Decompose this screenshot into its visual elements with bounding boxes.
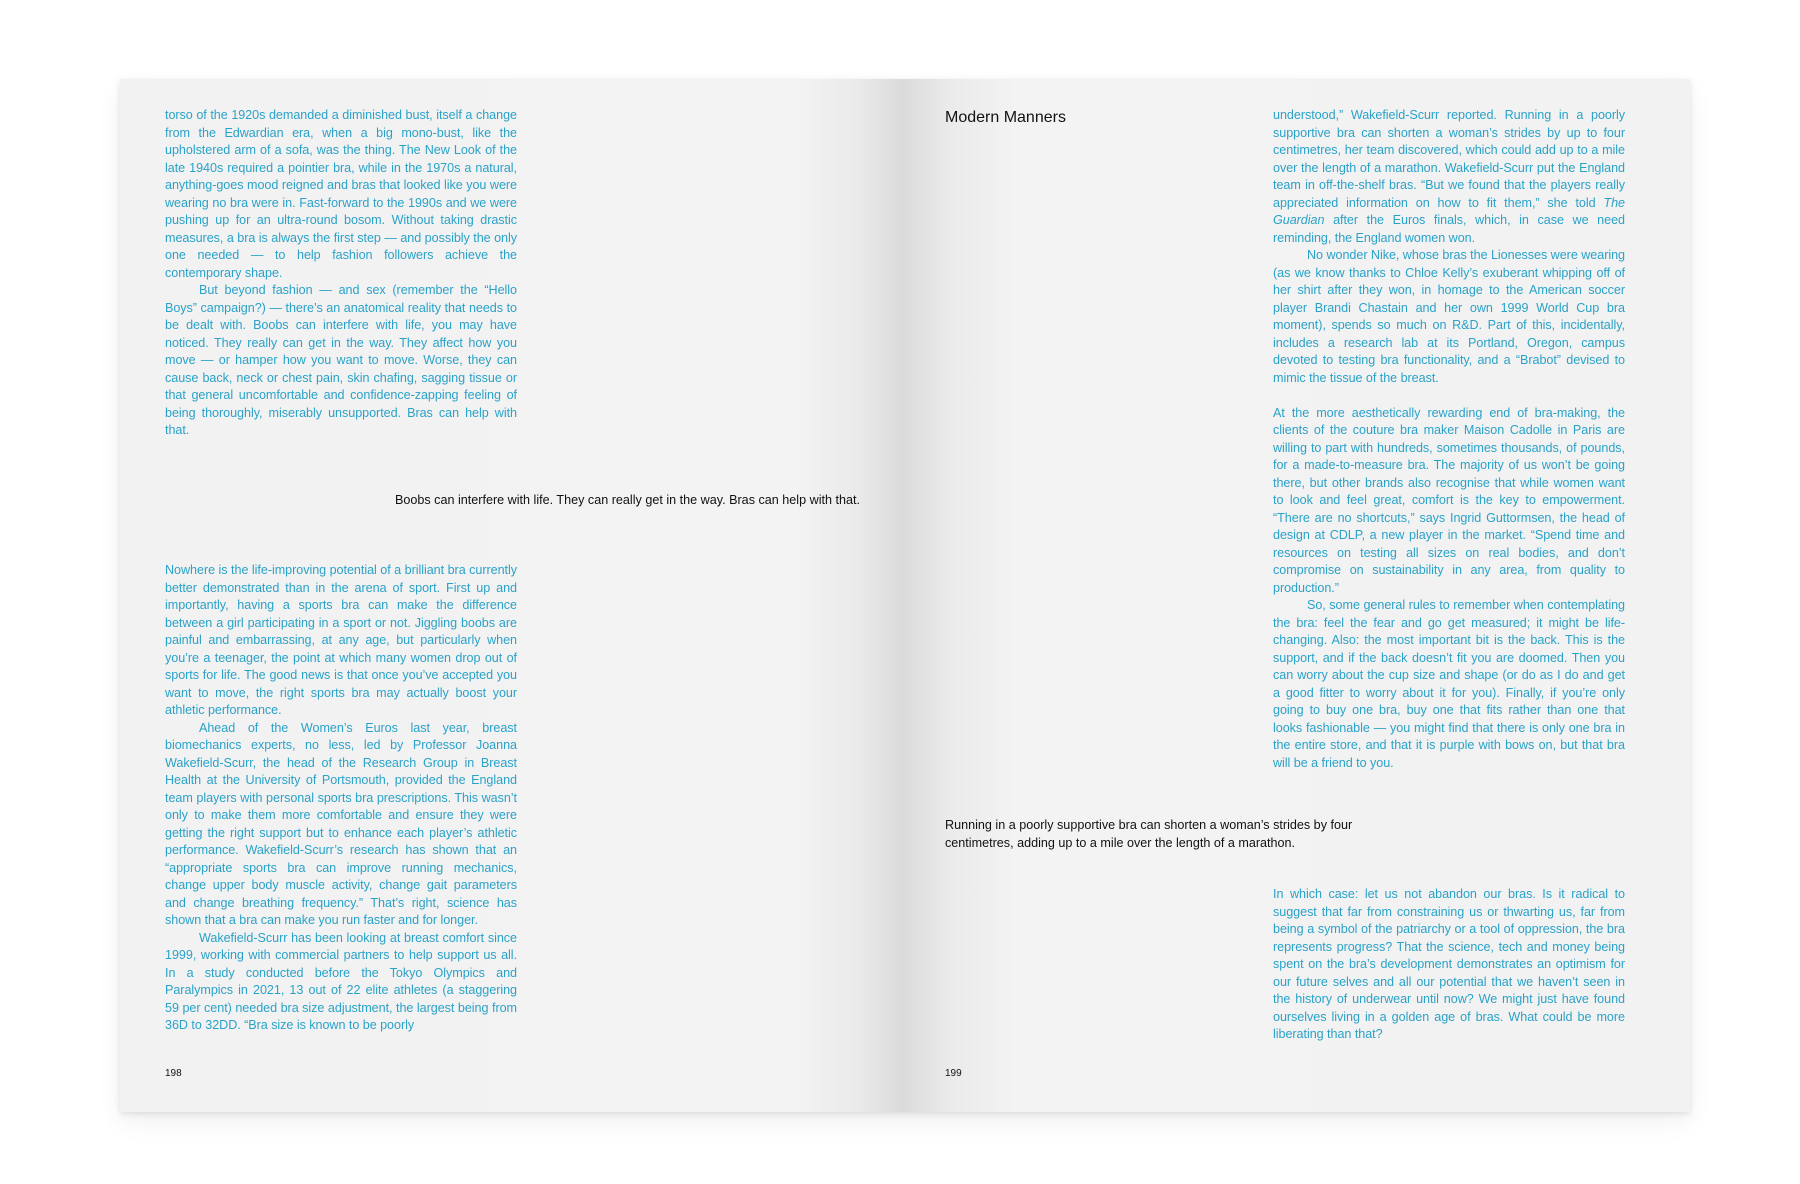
right-column-top	[1273, 107, 1625, 772]
paragraph: At the more aesthetically rewarding end of bra-making, the clients of the couture bra maker Maison Cadolle in Paris are willing to part with hundreds, sometimes thousands, of pounds, for a made-to-measure bra. The majority of us won’t be going there, but other brands also recognise that while women want to look and feel great, comfort is the key to empowerment. “There are no shortcuts,” says Ingrid Guttormsen, the head of design at CDLP, a new player in the market. “Spend time and resources on testing all sizes on real bodies, and don’t compromise on sustainability in any area, from quality to production.”	[1273, 405, 1625, 595]
paragraph-text: understood,” Wakefield-Scurr reported. Running in a poorly supportive bra can shorten a woman’s strides by up to four centimetres, her team discovered, which could add up to a mile over the length of a marathon. Wakefield-Scurr put the England team in off-the-shelf bras. “But we found that the players really appreciated information on how to fit them,” she told	[1273, 108, 1625, 210]
left-column-bottom	[165, 562, 517, 1035]
paragraph: Ahead of the Women’s Euros last year, breast biomechanics experts, no less, led by Professor Joanna Wakefield-Scurr, the head of the Research Group in Breast Health at the University of Portsmouth, provided the England team players with personal sports bra prescriptions. This wasn’t only to make them more comfortable and ensure they were getting the right support but to enhance each player’s athletic performance. Wakefield-Scurr’s research has shown that an “appropriate sports bra can improve running mechanics, change upper body muscle activity, change gait parameters and change breathing frequency.” That’s right, science has shown that a bra can make you run faster and for longer.	[165, 720, 517, 927]
paragraph: But beyond fashion — and sex (remember the “Hello Boys” campaign?) — there’s an anatomical reality that needs to be dealt with. Boobs can interfere with life, you may have noticed. They really can get in the way. They affect how you move — or hamper how you want to move. Worse, they can cause back, neck or chest pain, skin chafing, sagging tissue or that general uncomfortable and confidence-zapping feeling of being thoroughly, miserably unsupported. Bras can help with that.	[165, 283, 517, 437]
left-column-top	[165, 107, 517, 440]
paragraph-text: after the Euros finals, which, in case we need reminding, the England women won.	[1273, 213, 1625, 245]
paragraph	[1273, 107, 1625, 247]
magazine-spread	[120, 79, 1690, 1112]
right-column-bottom	[1273, 886, 1625, 1044]
page-number: 199	[945, 1068, 962, 1079]
paragraph: So, some general rules to remember when contemplating the bra: feel the fear and go get measured; it might be life-changing. Also: the most important bit is the back. This is the support, and if the back doesn’t fit you are doomed. Then you can worry about the cup size and shape (or do as I do and get a good fitter to worry about it for you). Finally, if you’re only going to buy one bra, buy one that fits rather than one that looks fashionable — you might find that there is only one bra in the entire store, and that it is purple with bows on, but that bra will be a friend to you.	[1273, 598, 1625, 770]
paragraph: In which case: let us not abandon our bras. Is it radical to suggest that far from constraining us or thwarting us, far from being a symbol of the patriarchy or a tool of oppression, the bra represents progress? That the science, tech and money being spent on the bra’s development demonstrates an optimism for our future selves and all our potential that we haven’t seen in the history of underwear until now? We might just have found ourselves living in a golden age of bras. What could be more liberating than that?	[1273, 887, 1625, 1041]
paragraph: torso of the 1920s demanded a diminished bust, itself a change from the Edwardian era, when a big mono-bust, like the upholstered arm of a sofa, was the thing. The New Look of the late 1940s required a pointier bra, while in the 1970s a natural, anything-goes mood reigned and bras that looked like you were wearing no bra were in. Fast-forward to the 1990s and we were pushing up for an ultra-round bosom. Without taking drastic measures, a bra is always the first step — and possibly the only one needed — to help fashion followers achieve the contemporary shape.	[165, 108, 517, 280]
publication-title: The Guardian	[1273, 195, 1625, 227]
pull-quote	[945, 817, 1352, 852]
paragraph: Nowhere is the life-improving potential of a brilliant bra currently better demonstrated than in the arena of sport. First up and importantly, having a sports bra can make the difference between a girl participating in a sport or not. Jiggling boobs are painful and embarrassing, at any age, but particularly when you’re a teenager, the point at which many women drop out of sports for life. The good news is that once you’ve accepted you want to move, the right sports bra may actually boost your athletic performance.	[165, 563, 517, 717]
pull-quote: Boobs can interfere with life. They can really get in the way. Bras can help with that.	[394, 493, 860, 507]
left-page	[120, 79, 905, 1112]
pull-quote-line: centimetres, adding up to a mile over the length of a marathon.	[945, 835, 1296, 850]
pull-quote-line: Running in a poorly supportive bra can shorten a woman’s strides by four	[945, 818, 1353, 832]
section-title: Modern Manners	[945, 109, 1066, 126]
page-number: 198	[165, 1068, 182, 1079]
paragraph: No wonder Nike, whose bras the Lionesses were wearing (as we know thanks to Chloe Kelly’s exuberant whipping off of her shirt after they won, in homage to the American soccer player Brandi Chastain and her own 1999 World Cup bra moment), spends so much on R&D. Part of this, incidentally, includes a research lab at its Portland, Oregon, campus devoted to testing bra functionality, and a “Brabot” devised to mimic the tissue of the breast.	[1273, 248, 1625, 385]
right-page	[905, 79, 1690, 1112]
paragraph: Wakefield-Scurr has been looking at breast comfort since 1999, working with commercial partners to help support us all. In a study conducted before the Tokyo Olympics and Paralympics in 2021, 13 out of 22 elite athletes (a staggering 59 per cent) needed bra size adjustment, the largest being from 36D to 32DD. “Bra size is known to be poorly	[165, 930, 517, 1032]
